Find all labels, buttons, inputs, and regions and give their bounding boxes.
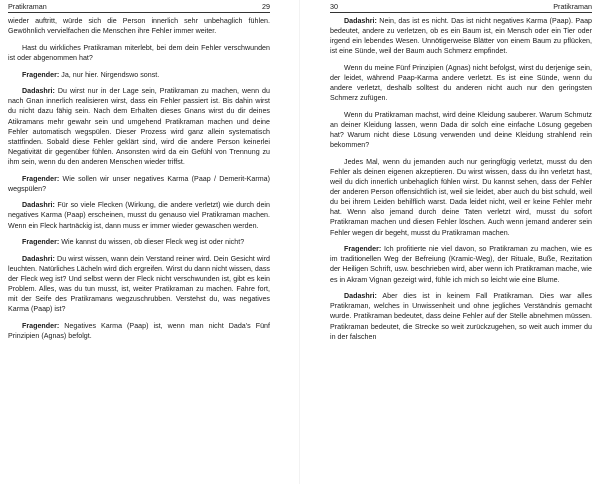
paragraph-text: wieder auftritt, würde sich die Person innerlich sehr unbehaglich fühlen. Gewöhnlich vervielfachen die Menschen ihre Fehler immer weiter. (8, 17, 270, 36)
paragraph (330, 16, 592, 56)
left-page-number: 29 (262, 2, 270, 11)
paragraph-text: Ja, nur hier. Nirgendswo sonst. (59, 70, 160, 79)
left-page (8, 0, 270, 484)
paragraph-text: Wenn du meine Fünf Prinzipien (Agnas) nicht befolgst, wirst du derjenige sein, der leidet, während Paap-Karma andere verletzt. Es ist eine Sünde, wenn du andere verletzt, deshalb solltest du anderen nicht auch nur den geringsten Schmerz zufügen. (330, 63, 592, 103)
paragraph-text: Negatives Karma (Paap) ist, wenn man nicht Dada's Fünf Prinzipien (Agnas) befolgt. (8, 322, 270, 341)
right-header-title: Pratikraman (553, 2, 592, 11)
paragraph (8, 200, 270, 230)
speaker-label: Dadashri: (344, 17, 377, 25)
speaker-label: Fragender: (22, 70, 60, 79)
paragraph-text: Hast du wirkliches Pratikraman miterlebt, bei dem dein Fehler verschwunden ist oder abgenommen hat? (8, 43, 270, 62)
paragraph-text: Wenn du Pratikraman machst, wird deine Kleidung sauberer. Warum Schmutz an deiner Kleidung lassen, wenn Dada dir solch eine einfache Lösung gegeben hat? Warum nicht diese Lösung verwenden und deine Kleidung strahlend rein bekommen? (330, 110, 592, 150)
paragraph (330, 157, 592, 238)
speaker-label: Dadashri: (22, 87, 55, 96)
paragraph (330, 291, 592, 341)
speaker-label: Fragender: (344, 245, 382, 254)
speaker-label: Fragender: (22, 174, 60, 183)
paragraph-text: Ich profitierte nie viel davon, so Pratikraman zu machen, wie es im traditionellen Weg der Befreiung (Kramic-Weg), der Rituale, Buße, Rezitation der Heiligen Schrift, usw. beschrieben wird, aber wenn ich Pratikraman mache, wie es in Akram Vignan gezeigt wird, fühle ich mich so leicht wie eine Blume. (330, 245, 592, 284)
paragraph (8, 86, 270, 167)
paragraph (330, 110, 592, 150)
left-header-title: Pratikraman (8, 2, 47, 11)
right-page (330, 0, 592, 484)
paragraph (8, 321, 270, 341)
speaker-label: Fragender: (22, 238, 60, 247)
page-gutter (299, 0, 300, 484)
paragraph (8, 43, 270, 63)
speaker-label: Fragender: (22, 322, 60, 331)
left-page-body (8, 13, 270, 341)
paragraph (8, 174, 270, 194)
paragraph-text: Du wirst wissen, wann dein Verstand reiner wird. Dein Gesicht wird leuchten. Natürliches Lächeln wird dich ergreifen. Wirst du dann nicht wissen, dass der Fleck weg ist? Und selbst wenn der Fleck nicht verschwunden ist, gibt es kein Problem. Alles, was du tun musst, ist, weiter Pratikraman zu machen. Fahre fort, mit der Seife des Pratikramans wegzuschrubben. Verstehst du, was negatives Karma (Paap) ist? (8, 254, 270, 314)
paragraph (8, 16, 270, 36)
paragraph (8, 70, 270, 80)
speaker-label: Dadashri: (22, 254, 55, 263)
paragraph-text: Für so viele Flecken (Wirkung, die andere verletzt) wie durch dein negatives Karma (Paap) erscheinen, musst du genauso viel Pratikraman machen. Wenn ein Fleck hartnäckig ist, dann muss er immer wieder gewaschen werden. (8, 201, 270, 230)
paragraph-text: Du wirst nur in der Lage sein, Pratikraman zu machen, wenn du nach Gnan innerlich realisieren wirst, dass ein Fehler passiert ist. Bis dahin wirst du nicht dazu fähig sein. Nach dem Erhalten dieses Gnans wirst du dir deines Atikramans mehr gewahr sein und umgehend Pratikraman machen und deine Fehler automatisch wegspülen. Dieser Prozess wird ganz allein systematisch stattfinden. Sobald diese Fehler geklärt sind, wird die andere Person keinerlei Negativität dir gegenüber fühlen. Ansonsten wird da ein Gefühl von Trennung zu ihm sein, wenn du den anderen Menschen wieder triffst. (8, 87, 270, 166)
paragraph-text: Jedes Mal, wenn du jemanden auch nur geringfügig verletzt, musst du den Fehler als deinen eigenen akzeptieren. Du wirst wissen, dass du ihn verletzt hast, weil du dich innerlich unbehaglich fühlen wirst. Du kannst sehen, dass der Fehler der anderen Person offensichtlich ist, weil sie leidet, aber auch du bist schuld, weil du bei ihrem Leiden behilflich warst. Dada leidet nicht, weil er keine Fehler mehr hat. Wenn also jemand durch deine Taten verletzt wird, musst du sofort Pratikraman machen und diesen Fehler löschen. Auch wenn jemand anderer sein Fehler wegen dir begeht, musst du Pratikraman machen. (330, 157, 592, 237)
speaker-label: Dadashri: (344, 292, 377, 301)
right-running-head (330, 0, 592, 13)
left-running-head (8, 0, 270, 13)
right-page-number: 30 (330, 2, 338, 11)
paragraph-text: Aber dies ist in keinem Fall Pratikraman. Dies war alles Pratikraman, welches in Unwissenheit und ohne jegliches Verständnis gemacht wurde. Pratikraman bedeutet, dass deine Fehler auf der Stelle abnehmen müssen. Pratikraman bedeutet, die Strecke so weit zurückzugehen, so weit auch immer du in der falschen (330, 292, 592, 341)
right-page-body (330, 13, 592, 342)
paragraph (8, 237, 270, 247)
paragraph-text: Wie sollen wir unser negatives Karma (Paap / Demerit-Karma) wegspülen? (8, 174, 270, 193)
paragraph-text: Nein, das ist es nicht. Das ist nicht negatives Karma (Paap). Paap bedeutet, andere zu verletzen, ob es ein Baum ist, ein Mensch oder ein Tier oder irgend ein lebendes Wesen. Unnötigerweise Blätter von einem Baum zu pflücken, ist eine Sünde, weil der Baum auch Schmerz empfindet. (330, 17, 592, 56)
speaker-label: Dadashri: (22, 201, 55, 210)
paragraph (330, 244, 592, 284)
paragraph (8, 254, 270, 315)
paragraph (330, 63, 592, 103)
paragraph-text: Wie kannst du wissen, ob dieser Fleck weg ist oder nicht? (59, 238, 245, 247)
